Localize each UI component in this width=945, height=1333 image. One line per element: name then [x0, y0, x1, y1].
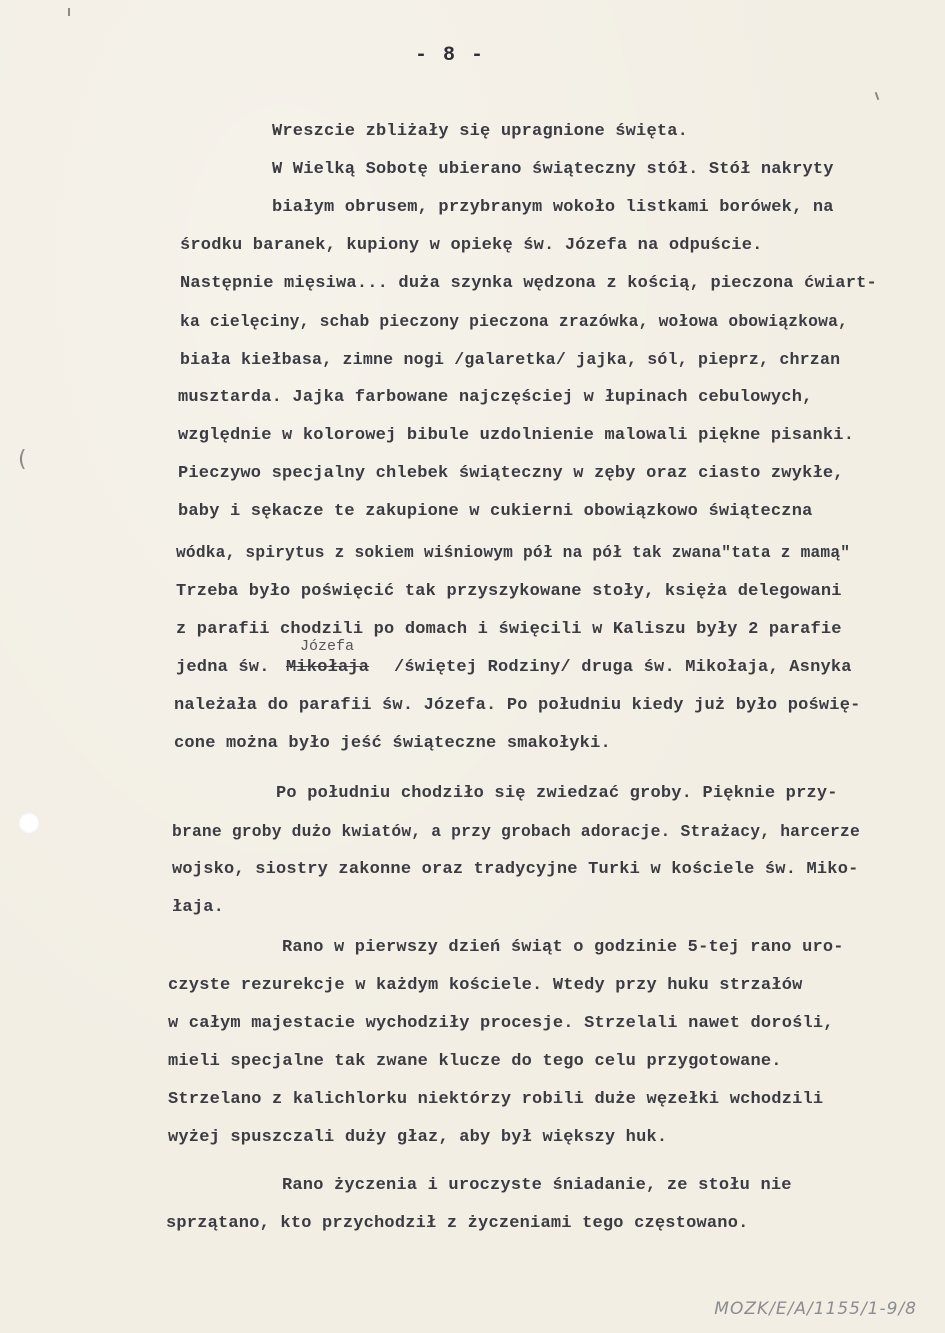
- text-line: Trzeba było poświęcić tak przyszykowane stoły, księża delegowani: [176, 582, 842, 601]
- text-line: /świętej Rodziny/ druga św. Mikołaja, Asnyka: [394, 658, 852, 677]
- text-line: W Wielką Sobotę ubierano świąteczny stół. Stół nakryty: [272, 160, 834, 179]
- text-line: z parafii chodzili po domach i święcili w Kaliszu były 2 parafie: [176, 620, 842, 639]
- text-line: w całym majestacie wychodziły procesje. Strzelali nawet dorośli,: [168, 1014, 834, 1033]
- text-line: Wreszcie zbliżały się upragnione święta.: [272, 122, 689, 141]
- text-line: wyżej spuszczali duży głaz, aby był większy huk.: [168, 1128, 668, 1147]
- text-line: baby i sękacze te zakupione w cukierni obowiązkowo świąteczna: [178, 502, 813, 521]
- text-line: mieli specjalne tak zwane klucze do tego celu przygotowane.: [168, 1052, 782, 1071]
- text-line: wojsko, siostry zakonne oraz tradycyjne Turki w kościele św. Miko-: [172, 860, 859, 879]
- text-line: Rano w pierwszy dzień świąt o godzinie 5-tej rano uro-: [282, 938, 844, 957]
- punch-hole: [18, 812, 40, 834]
- text-line: białym obrusem, przybranym wokoło listkami borówek, na: [272, 198, 834, 217]
- text-line: jedna św.: [176, 658, 270, 677]
- text-line: Strzelano z kalichlorku niektórzy robili duże węzełki wchodzili: [168, 1090, 824, 1109]
- struck-word: Mikołaja: [286, 658, 370, 677]
- text-line: Po południu chodziło się zwiedzać groby. Pięknie przy-: [276, 784, 838, 803]
- text-line: względnie w kolorowej bibule uzdolnienie malowali piękne pisanki.: [178, 426, 855, 445]
- text-line: łaja.: [172, 898, 225, 917]
- pencil-arc-mark: (: [18, 447, 27, 472]
- pencil-tick-mark: [875, 92, 880, 100]
- text-line: brane groby dużo kwiatów, a przy grobach adoracje. Strażacy, harcerze: [172, 822, 860, 841]
- text-line: musztarda. Jajka farbowane najczęściej w łupinach cebulowych,: [178, 388, 813, 407]
- text-line: wódka, spirytus z sokiem wiśniowym pół na pół tak zwana"tata z mamą": [176, 544, 851, 562]
- text-line: cone można było jeść świąteczne smakołyki.: [174, 734, 611, 753]
- page-number: - 8 -: [414, 44, 485, 67]
- text-line: środku baranek, kupiony w opiekę św. Józefa na odpuście.: [180, 236, 763, 255]
- text-line: Rano życzenia i uroczyste śniadanie, ze stołu nie: [282, 1176, 792, 1195]
- text-line: czyste rezurekcje w każdym kościele. Wtedy przy huku strzałów: [168, 976, 803, 995]
- handwritten-insert-jozefa: Józefa: [300, 638, 355, 655]
- text-line: sprzątano, kto przychodził z życzeniami tego częstowano.: [166, 1214, 749, 1233]
- text-line: ka cielęciny, schab pieczony pieczona zrazówka, wołowa obowiązkowa,: [180, 312, 849, 331]
- text-line: należała do parafii św. Józefa. Po południu kiedy już było poświę-: [174, 696, 861, 715]
- pencil-tick-mark: [68, 8, 70, 16]
- text-line: biała kiełbasa, zimne nogi /galaretka/ jajka, sól, pieprz, chrzan: [180, 350, 841, 369]
- archive-signature: MOZK/E/A/1155/1-9/8: [714, 1299, 917, 1319]
- text-line: Następnie mięsiwa... duża szynka wędzona z kością, pieczona ćwiart-: [180, 274, 877, 293]
- text-line: Pieczywo specjalny chlebek świąteczny w zęby oraz ciasto zwykłe,: [178, 464, 844, 483]
